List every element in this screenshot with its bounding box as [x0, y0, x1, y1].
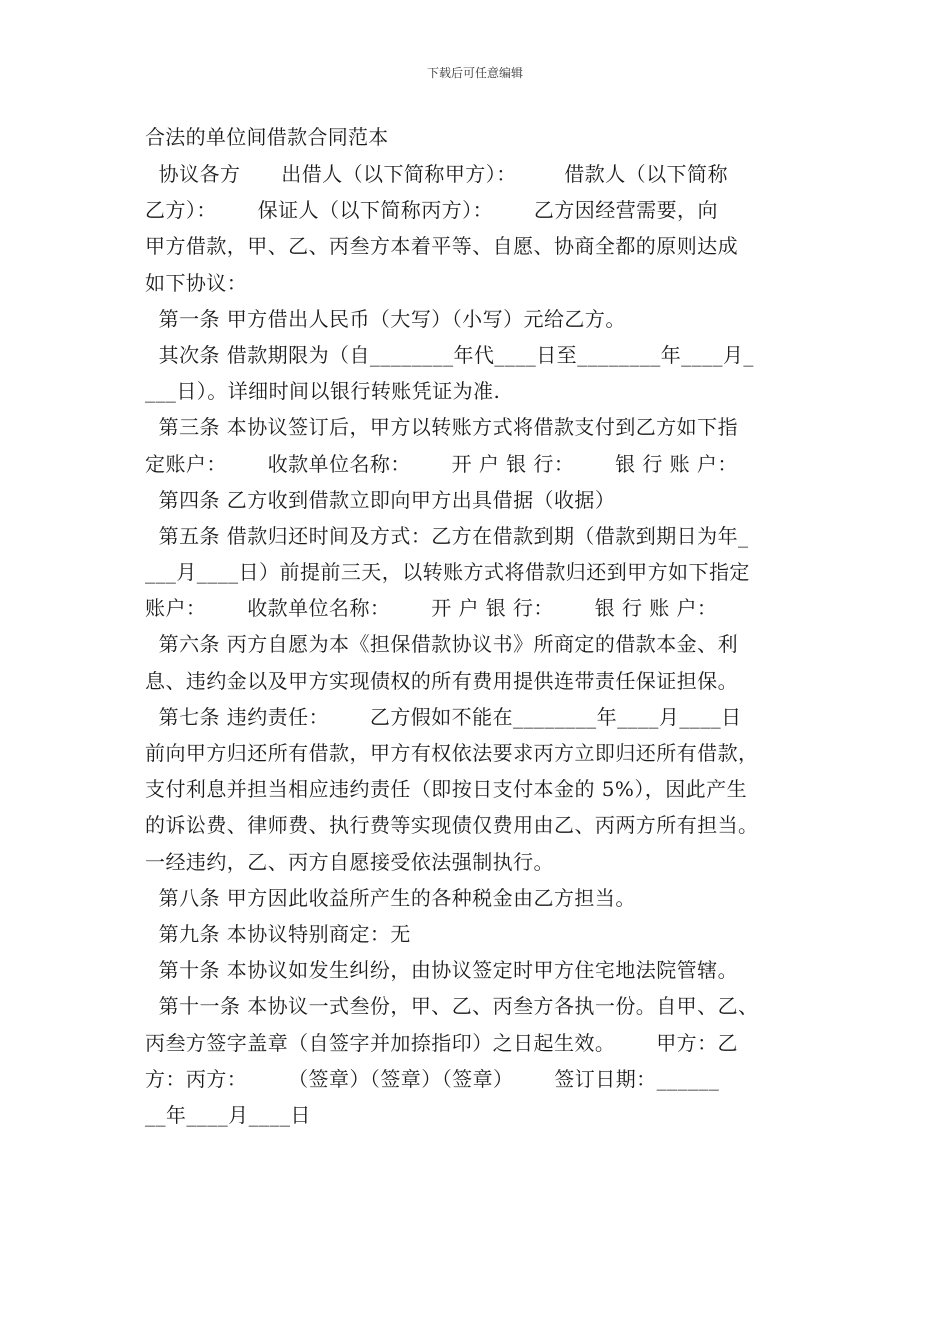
body-line: ___日）。详细时间以银行转账凭证为准. — [145, 379, 501, 404]
body-line: 一经违约，乙、丙方自愿接受依法强制执行。 — [145, 849, 554, 874]
article-8: 第八条 甲方因此收益所产生的各种税金由乙方担当。 — [145, 885, 636, 910]
body-line: 的诉讼费、律师费、执行费等实现债仅费用由乙、丙两方所有担当。 — [145, 813, 759, 838]
document-title: 合法的单位间借款合同范本 — [145, 125, 389, 149]
body-line: 乙方）： 保证人（以下简称丙方）： 乙方因经营需要，向 — [145, 198, 718, 223]
article-10: 第十条 本协议如发生纠纷，由协议签定时甲方住宅地法院管辖。 — [145, 958, 739, 983]
body-line: 丙叁方签字盖章（自签字并加捺指印）之日起生效。 甲方：乙 — [145, 1030, 738, 1055]
article-4: 第四条 乙方收到借款立即向甲方出具借据（收据） — [145, 487, 616, 512]
body-line: 账户： 收款单位名称： 开 户 银 行： 银 行 账 户： — [145, 596, 718, 621]
article-11: 第十一条 本协议一式叁份，甲、乙、丙叁方各执一份。自甲、乙、 — [145, 994, 759, 1019]
body-line: 息、违约金以及甲方实现债权的所有费用提供连带责任保证担保。 — [145, 668, 739, 693]
body-line: 协议各方 出借人（以下简称甲方）： 借款人（以下简称 — [145, 162, 728, 186]
body-line: 前向甲方归还所有借款，甲方有权依法要求丙方立即归还所有借款， — [145, 741, 759, 765]
article-9: 第九条 本协议特别商定：无 — [145, 921, 411, 946]
body-line: 支付利息并担当相应违约责任（即按日支付本金的 5%），因此产生 — [145, 777, 748, 802]
article-2: 其次条 借款期限为（自________年代____日至________年____月_ — [145, 342, 754, 367]
article-6: 第六条 丙方自愿为本《担保借款协议书》所商定的借款本金、利 — [145, 632, 739, 657]
signature-date-line: __年____月____日 — [145, 1102, 311, 1127]
article-5: 第五条 借款归还时间及方式：乙方在借款到期（借款到期日为年_ — [145, 523, 749, 548]
article-7: 第七条 违约责任： 乙方假如不能在________年____月____日 — [145, 704, 742, 729]
body-line: ___月____日）前提前三天，以转账方式将借款归还到甲方如下指定 — [145, 560, 750, 585]
body-line: 甲方借款，甲、乙、丙叁方本着平等、自愿、协商全都的原则达成 — [145, 234, 739, 259]
body-line: 定账户： 收款单位名称： 开 户 银 行： 银 行 账 户： — [145, 451, 738, 476]
article-3: 第三条 本协议签订后，甲方以转账方式将借款支付到乙方如下指 — [145, 415, 739, 440]
page-header-note: 下载后可任意编辑 — [426, 66, 523, 80]
signature-line: 方：丙方： （签章）（签章）（签章） 签订日期：______ — [145, 1066, 720, 1091]
body-line: 如下协议： — [145, 270, 248, 295]
article-1: 第一条 甲方借出人民币（大写）（小写）元给乙方。 — [145, 306, 626, 331]
document-body — [145, 156, 810, 1133]
